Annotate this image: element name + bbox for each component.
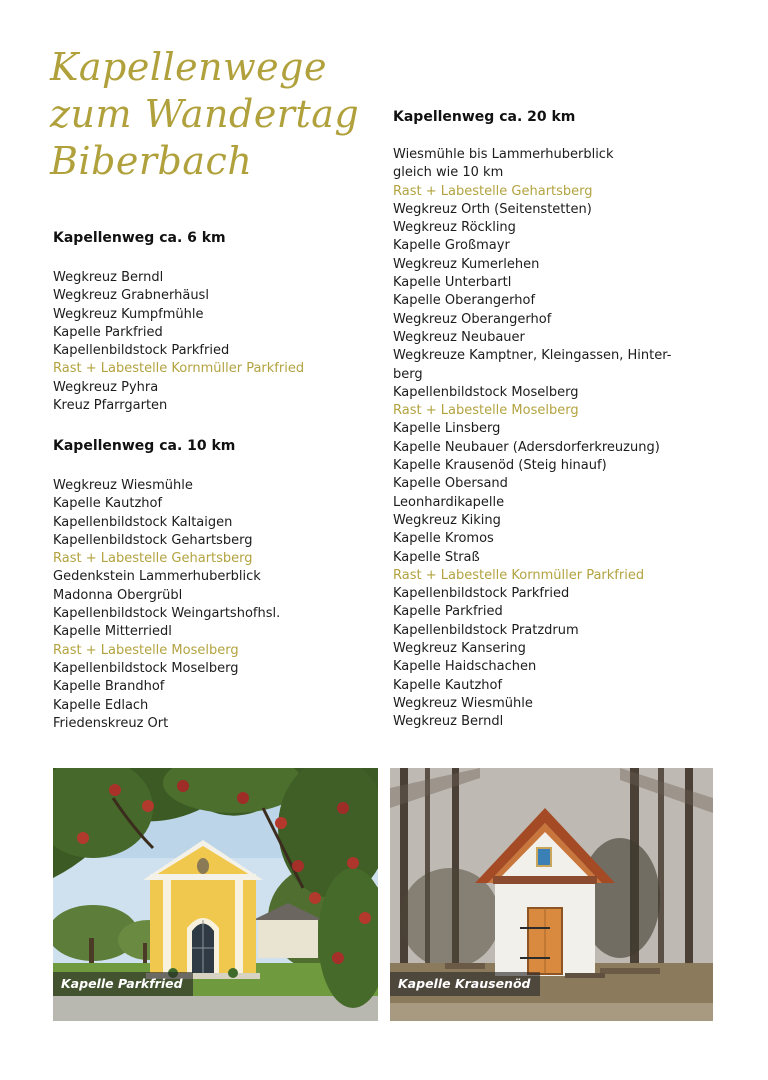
- list-item: Kapelle Unterbartl: [393, 275, 512, 291]
- list-item: Kapelle Edlach: [53, 697, 149, 713]
- list-item: Wegkreuz Pyhra: [53, 379, 159, 395]
- list-item: Kapelle Kromos: [393, 531, 494, 547]
- list-item: Friedenskreuz Ort: [53, 715, 169, 731]
- list-item: Kapelle Parkfried: [53, 324, 163, 340]
- list-item: Wegkreuz Kiking: [393, 512, 501, 528]
- list-item: Kapelle Krausenöd (Steig hinauf): [393, 458, 607, 474]
- route-10km-list: [53, 477, 280, 733]
- route-20km-heading: Kapellenweg ca. 20 km: [393, 109, 576, 125]
- list-item: Wegkreuz Orth (Seitenstetten): [393, 201, 592, 217]
- route-6km-heading: Kapellenweg ca. 6 km: [53, 230, 226, 246]
- list-item: Kapellenbildstock Gehartsberg: [53, 532, 253, 548]
- list-item: Kapellenbildstock Weingartshofhsl.: [53, 606, 281, 622]
- list-item: Kapelle Mitterriedl: [53, 624, 172, 640]
- route-10km: [53, 437, 280, 733]
- title-line-1: Kapellenwege: [50, 45, 327, 89]
- list-item: Kapelle Brandhof: [53, 679, 165, 695]
- list-item: Kapelle Parkfried: [393, 604, 503, 620]
- title-line-3: Biberbach: [50, 139, 253, 183]
- list-item: Kapelle Neubauer (Adersdorferkreuzung): [393, 439, 660, 455]
- list-item: Wegkreuz Kumpfmühle: [53, 306, 204, 322]
- list-item: Kapellenbildstock Moselberg: [393, 384, 579, 400]
- list-item: Wegkreuz Kumerlehen: [393, 256, 540, 272]
- rest-stop-item: Rast + Labestelle Moselberg: [53, 642, 239, 658]
- list-item: Kapelle Oberangerhof: [393, 293, 536, 309]
- photo-caption-krausenoed: Kapelle Krausenöd: [390, 972, 540, 996]
- list-item: Kreuz Pfarrgarten: [53, 398, 168, 414]
- photo-kapelle-parkfried: [53, 768, 378, 1021]
- list-item: Wegkreuz Neubauer: [393, 329, 525, 345]
- list-item: Wegkreuz Kansering: [393, 641, 526, 657]
- list-item: Kapellenbildstock Moselberg: [53, 660, 239, 676]
- route-20km: [393, 108, 673, 732]
- list-item: Wegkreuz Röckling: [393, 220, 516, 236]
- list-item: Wegkreuz Wiesmühle: [53, 478, 193, 493]
- rest-stop-item: Rast + Labestelle Kornmüller Parkfried: [393, 567, 645, 583]
- list-item: Wegkreuze Kamptner, Kleingassen, Hinter-berg: [393, 348, 672, 382]
- list-item: Wegkreuz Wiesmühle: [393, 695, 533, 711]
- title-line-2: zum Wandertag: [50, 92, 360, 136]
- rest-stop-item: Rast + Labestelle Gehartsberg: [393, 183, 593, 199]
- list-item: Leonhardikapelle: [393, 494, 505, 510]
- rest-stop-item: Rast + Labestelle Moselberg: [393, 403, 579, 419]
- list-item: Wegkreuz Berndl: [53, 270, 164, 285]
- list-item: Kapelle Obersand: [393, 476, 508, 492]
- list-item: Madonna Obergrübl: [53, 587, 183, 603]
- list-item: gleich wie 10 km: [393, 165, 504, 181]
- list-item: Kapellenbildstock Pratzdrum: [393, 622, 579, 638]
- list-item: Kapelle Großmayr: [393, 238, 510, 254]
- list-item: Kapellenbildstock Kaltaigen: [53, 514, 233, 530]
- list-item: Kapelle Linsberg: [393, 421, 501, 437]
- photo-caption-parkfried: Kapelle Parkfried: [53, 972, 193, 996]
- rest-stop-item: Rast + Labestelle Kornmüller Parkfried: [53, 361, 305, 377]
- list-item: Kapellenbildstock Parkfried: [53, 343, 230, 359]
- list-item: Wegkreuz Grabnerhäusl: [53, 288, 209, 304]
- list-item: Kapelle Haidschachen: [393, 659, 537, 675]
- route-10km-heading: Kapellenweg ca. 10 km: [53, 438, 236, 454]
- list-item: Gedenkstein Lammerhuberblick: [53, 569, 261, 585]
- list-item: Wiesmühle bis Lammerhuberblick: [393, 147, 614, 162]
- list-item: Kapelle Kautzhof: [393, 677, 503, 693]
- list-item: Kapelle Kautzhof: [53, 496, 163, 512]
- photo-kapelle-krausenoed: [390, 768, 713, 1021]
- route-6km-list: [53, 269, 304, 415]
- list-item: Wegkreuz Oberangerhof: [393, 311, 552, 327]
- list-item: Kapellenbildstock Parkfried: [393, 586, 570, 602]
- rest-stop-item: Rast + Labestelle Gehartsberg: [53, 551, 253, 567]
- list-item: Wegkreuz Berndl: [393, 714, 504, 730]
- page-title: [50, 44, 380, 185]
- list-item: Kapelle Straß: [393, 549, 480, 565]
- route-20km-list: [393, 146, 673, 732]
- route-6km: [53, 229, 304, 415]
